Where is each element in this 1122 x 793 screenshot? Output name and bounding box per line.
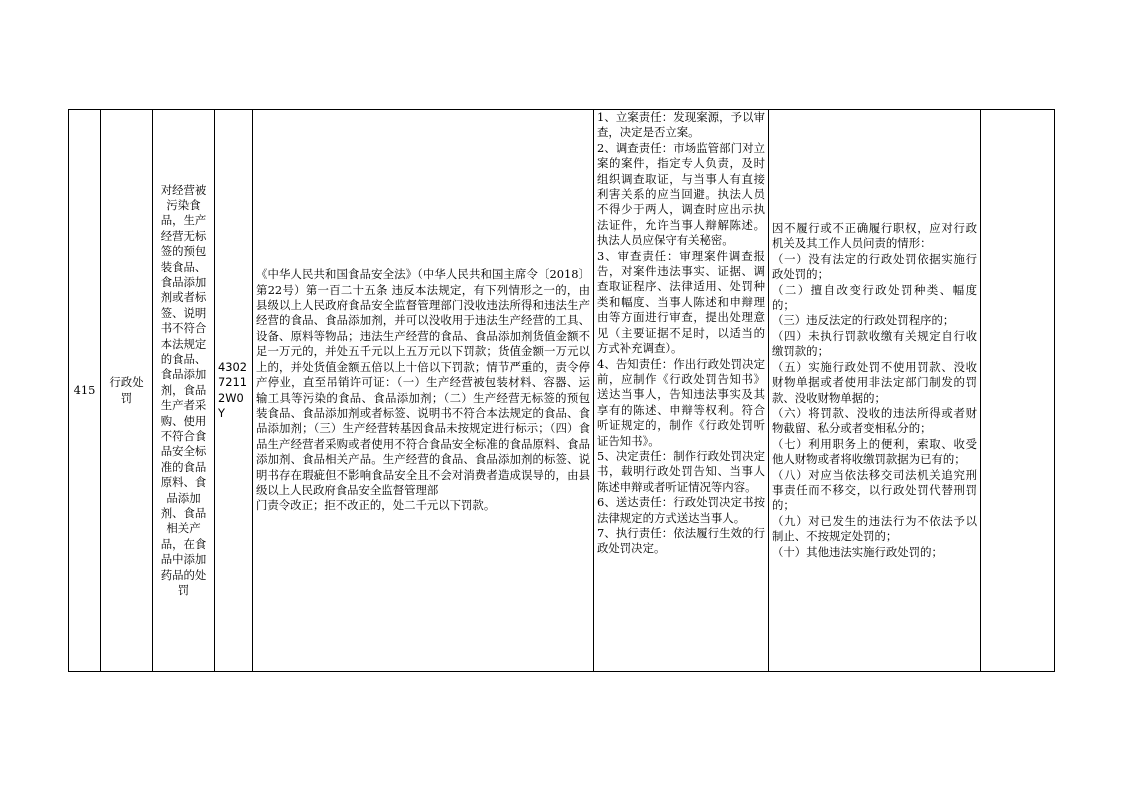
item-name: 对经营被污染食品，生产经营无标签的预包装食品、食品添加剂或者标签、说明书不符合本法规定的食品、食品添加剂，食品生产者采购、使用不符合食品安全标准的食品原料、食品添加剂、食品相关产品，在食品中添加药品的处罚: [153, 110, 215, 672]
responsibility-item: 1、立案责任：发现案源，予以审查，决定是否立案。: [597, 110, 765, 140]
table-row: [69, 110, 1055, 672]
accountability-item: （二）擅自改变行政处罚种类、幅度的；: [772, 282, 977, 313]
accountability-item: （五）实施行政处罚不使用罚款、没收财物单据或者使用非法定部门制发的罚款、没收财物单据的；: [772, 359, 977, 405]
responsibility-item: 5、决定责任：制作行政处罚决定书，载明行政处罚告知、当事人陈述申辩或者听证情况等内容。: [597, 448, 765, 494]
accountability-item: （十）其他违法实施行政处罚的；: [772, 544, 943, 559]
item-code: 43027211 2W0Y: [215, 110, 253, 672]
power-list-table: [68, 109, 1055, 672]
row-number: 415: [69, 110, 101, 672]
responsibility-list: [594, 110, 769, 672]
legal-basis-main: 《中华人民共和国食品安全法》（中华人民共和国主席令〔2018〕第22号）第一百二十五条 违反本法规定，有下列情形之一的，由县级以上人民政府食品安全监督管理部门没收违法所得和违法生产经营的食品、食品添加剂，并可以没收用于违法生产经营的工具、设备、原料等物品；违法生产经营的食品、食品添加剂货值金额不足一万元的，并处五千元以上五万元以下罚款；货值金额一万元以上的，并处货值金额五倍以上十倍以下罚款；情节严重的，责令停产停业，直至吊销许可证：（一）生产经营被包装材料、容器、运输工具等污染的食品、食品添加剂；（二）生产经营无标签的预包装食品、食品添加剂或者标签、说明书不符合本法规定的食品、食品添加剂；（三）生产经营转基因食品未按规定进行标示；（四）食品生产经营者采购或者使用不符合食品安全标准的食品原料、食品添加剂、食品相关产品。生产经营的食品、食品添加剂的标签、说明书存在瑕疵但不影响食品安全且不会对消费者造成误导的，由县级以上人民政府食品安全监督管理部: [256, 267, 590, 497]
responsibility-item: 2、调查责任：市场监管部门对立案的案件，指定专人负责，及时组织调查取证，与当事人有直接利害关系的应当回避。执法人员不得少于两人，调查时应出示执法证件，允许当事人辩解陈述。执法人员应保守有关秘密。: [597, 140, 765, 248]
responsibility-item: 6、送达责任：行政处罚决定书按法律规定的方式送达当事人。: [597, 495, 765, 525]
accountability-item: （八）对应当依法移交司法机关追究刑事责任而不移交，以行政处罚代替刑罚的；: [772, 467, 977, 513]
accountability-list: [769, 110, 981, 672]
accountability-item: （一）没有法定的行政处罚依据实施行政处罚的；: [772, 251, 977, 282]
remark-cell: [981, 110, 1055, 672]
responsibility-item: 7、执行责任：依法履行生效的行政处罚决定。: [597, 525, 765, 556]
legal-basis: [253, 110, 594, 672]
accountability-intro: 因不履行或不正确履行职权，应对行政机关及其工作人员问责的情形：: [772, 221, 977, 251]
power-type: 行政处罚: [101, 110, 153, 672]
accountability-item: （九）对已发生的违法行为不依法予以制止、不按规定处罚的；: [772, 513, 977, 544]
accountability-item: （三）违反法定的行政处罚程序的；: [772, 313, 955, 328]
responsibility-item: 4、告知责任：作出行政处罚决定前，应制作《行政处罚告知书》送达当事人，告知违法事实及其享有的陈述、申辩等权利。符合听证规定的，制作《行政处罚听证告知书》。: [597, 356, 765, 448]
legal-basis-tail: 门责令改正；拒不改正的，处二千元以下罚款。: [256, 498, 496, 513]
accountability-item: （七）利用职务上的便利，索取、收受他人财物或者将收缴罚款据为已有的；: [772, 436, 977, 467]
accountability-item: （四）未执行罚款收缴有关规定自行收缴罚款的；: [772, 328, 977, 359]
accountability-item: （六）将罚款、没收的违法所得或者财物截留、私分或者变相私分的；: [772, 405, 977, 436]
responsibility-item: 3、审查责任：审理案件调查报告，对案件违法事实、证据、调查取证程序、法律适用、处罚种类和幅度、当事人陈述和申辩理由等方面进行审查，提出处理意见（主要证据不足时，以适当的方式补充调查）。: [597, 248, 765, 356]
